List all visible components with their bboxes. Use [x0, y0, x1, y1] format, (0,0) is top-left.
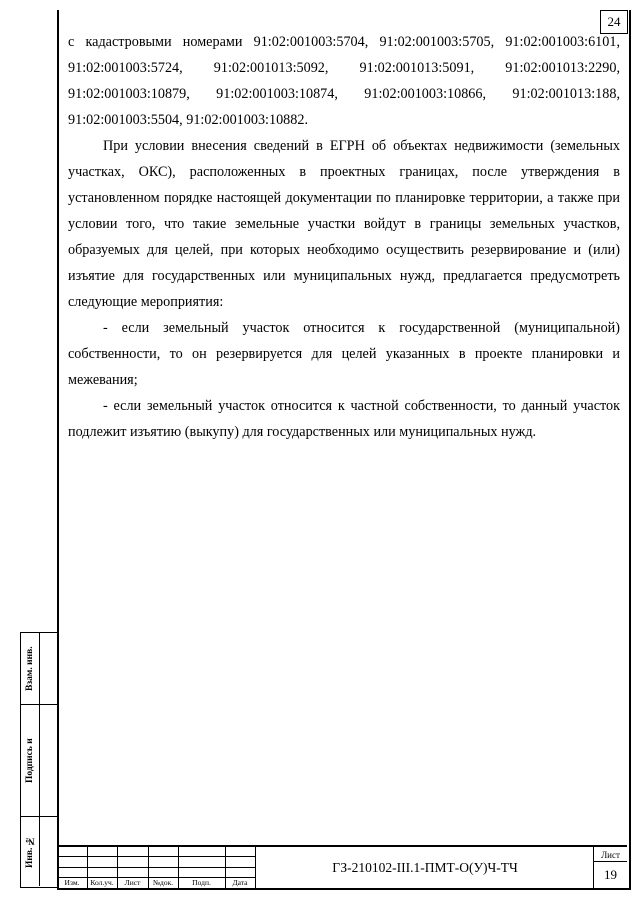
- side-stamp-strip: [20, 632, 57, 888]
- col-label-list: Лист: [124, 878, 141, 887]
- paragraph-cadastral-numbers: с кадастровыми номерами 91:02:001003:5704, 91:02:001003:5705, 91:02:001003:6101, 91:02:001003:5724, 91:02:001013:5092, 91:02:001013:5091, 91:02:001013:2290, 91:02:001003:10879, 91:02:001003:10874, 91:02:001003:10866, 91:02:001013:188, 91:02:001003:5504, 91:02:001003:10882.: [68, 34, 620, 128]
- document-code: ГЗ-210102-III.1-ПМТ-О(У)Ч-ТЧ: [255, 847, 594, 888]
- sheet-box: [593, 847, 627, 888]
- paragraph-state-property: - если земельный участок относится к государственной (муниципальной) собственности, то он резервируется для целей указанных в проекте планировки и межевания;: [68, 320, 620, 388]
- page-number: 24: [600, 10, 628, 34]
- col-label-kol-uch: Кол.уч.: [90, 878, 114, 887]
- title-block: [57, 845, 627, 888]
- sheet-label: Лист: [594, 849, 627, 862]
- col-label-ndok: №док.: [152, 878, 174, 887]
- col-label-izm: Изм.: [64, 878, 80, 887]
- paragraph-private-property: - если земельный участок относится к частной собственности, то данный участок подлежит изъятию (выкупу) для государственных или муниципальных нужд.: [68, 398, 620, 440]
- revision-grid: [57, 847, 255, 888]
- side-label-inv-no: Инв. №: [25, 835, 35, 868]
- side-cell-inv-no: [21, 817, 57, 886]
- side-label-podpis: Подпись и: [25, 738, 35, 784]
- col-label-podp: Подп.: [192, 878, 211, 887]
- side-cell-podpis: [21, 705, 57, 817]
- side-label-vzam-inv: Взам. инв.: [25, 646, 35, 692]
- side-cell-vzam: [21, 633, 57, 705]
- sheet-number: 19: [604, 867, 617, 882]
- paragraph-conditions: При условии внесения сведений в ЕГРН об объектах недвижимости (земельных участках, ОКС), расположенных в проектных границах, после утверждения в установленном порядке настоящей документации по планировке территории, а также при условии того, что такие земельные участки войдут в границы земельных участков, образуемых для целей, при которых необходимо осуществить резервирование и (или) изъятие для государственных или муниципальных нужд, предлагается предусмотреть следующие мероприятия:: [68, 138, 620, 310]
- document-body: [68, 29, 620, 445]
- col-label-data: Дата: [232, 878, 248, 887]
